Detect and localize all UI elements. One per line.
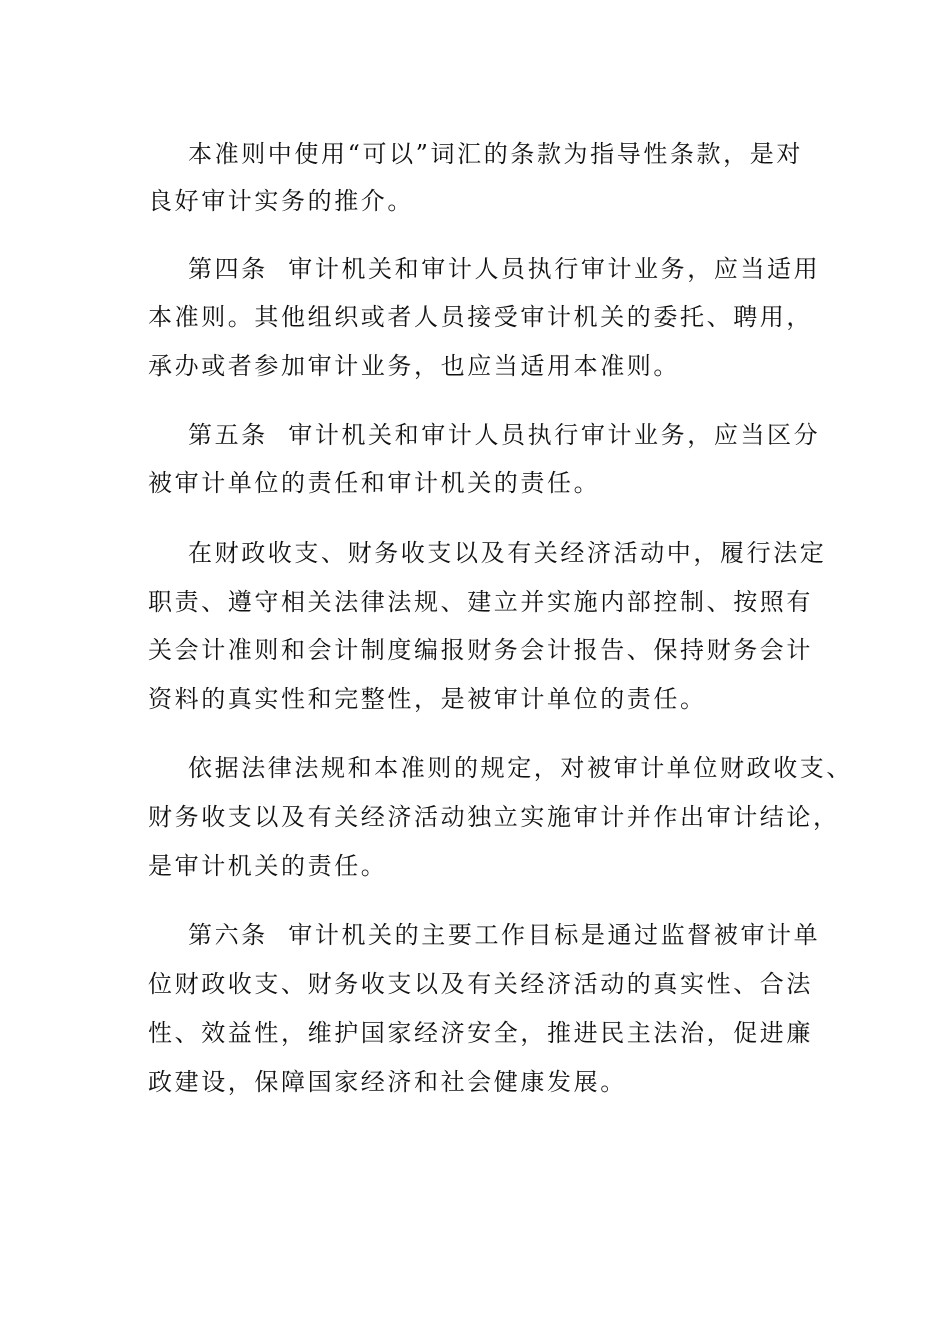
paragraph-4-line-3: 关会计准则和会计制度编报财务会计报告、保持财务会计 xyxy=(148,636,813,664)
paragraph-5-line-3: 是审计机关的责任。 xyxy=(148,852,388,880)
paragraph-6-line-3: 性、效益性，维护国家经济安全，推进民主法治，促进廉 xyxy=(148,1019,813,1047)
paragraph-6-line-2: 位财政收支、财务收支以及有关经济活动的真实性、合法 xyxy=(148,970,813,998)
paragraph-4-line-1: 在财政收支、财务收支以及有关经济活动中，履行法定 xyxy=(188,539,827,567)
paragraph-4-line-4: 资料的真实性和完整性，是被审计单位的责任。 xyxy=(148,685,707,713)
paragraph-3-line-1: 第五条 审计机关和审计人员执行审计业务，应当区分 xyxy=(188,421,821,449)
paragraph-2-line-1: 第四条 审计机关和审计人员执行审计业务，应当适用 xyxy=(188,255,821,283)
paragraph-3-line-2: 被审计单位的责任和审计机关的责任。 xyxy=(148,469,601,497)
paragraph-6-line-4: 政建设，保障国家经济和社会健康发展。 xyxy=(148,1068,627,1096)
paragraph-6-line-1: 第六条 审计机关的主要工作目标是通过监督被审计单 xyxy=(188,921,821,949)
paragraph-4-line-2: 职责、遵守相关法律法规、建立并实施内部控制、按照有 xyxy=(148,588,813,616)
paragraph-5-line-1: 依据法律法规和本准则的规定，对被审计单位财政收支、 xyxy=(188,754,853,782)
paragraph-1-line-2: 良好审计实务的推介。 xyxy=(148,187,414,215)
paragraph-5-line-2: 财务收支以及有关经济活动独立实施审计并作出审计结论， xyxy=(148,803,840,831)
paragraph-2-line-2: 本准则。其他组织或者人员接受审计机关的委托、聘用， xyxy=(148,303,813,331)
paragraph-2-line-3: 承办或者参加审计业务，也应当适用本准则。 xyxy=(148,352,680,380)
paragraph-1-line-1: 本准则中使用“可以”词汇的条款为指导性条款，是对 xyxy=(188,140,803,168)
